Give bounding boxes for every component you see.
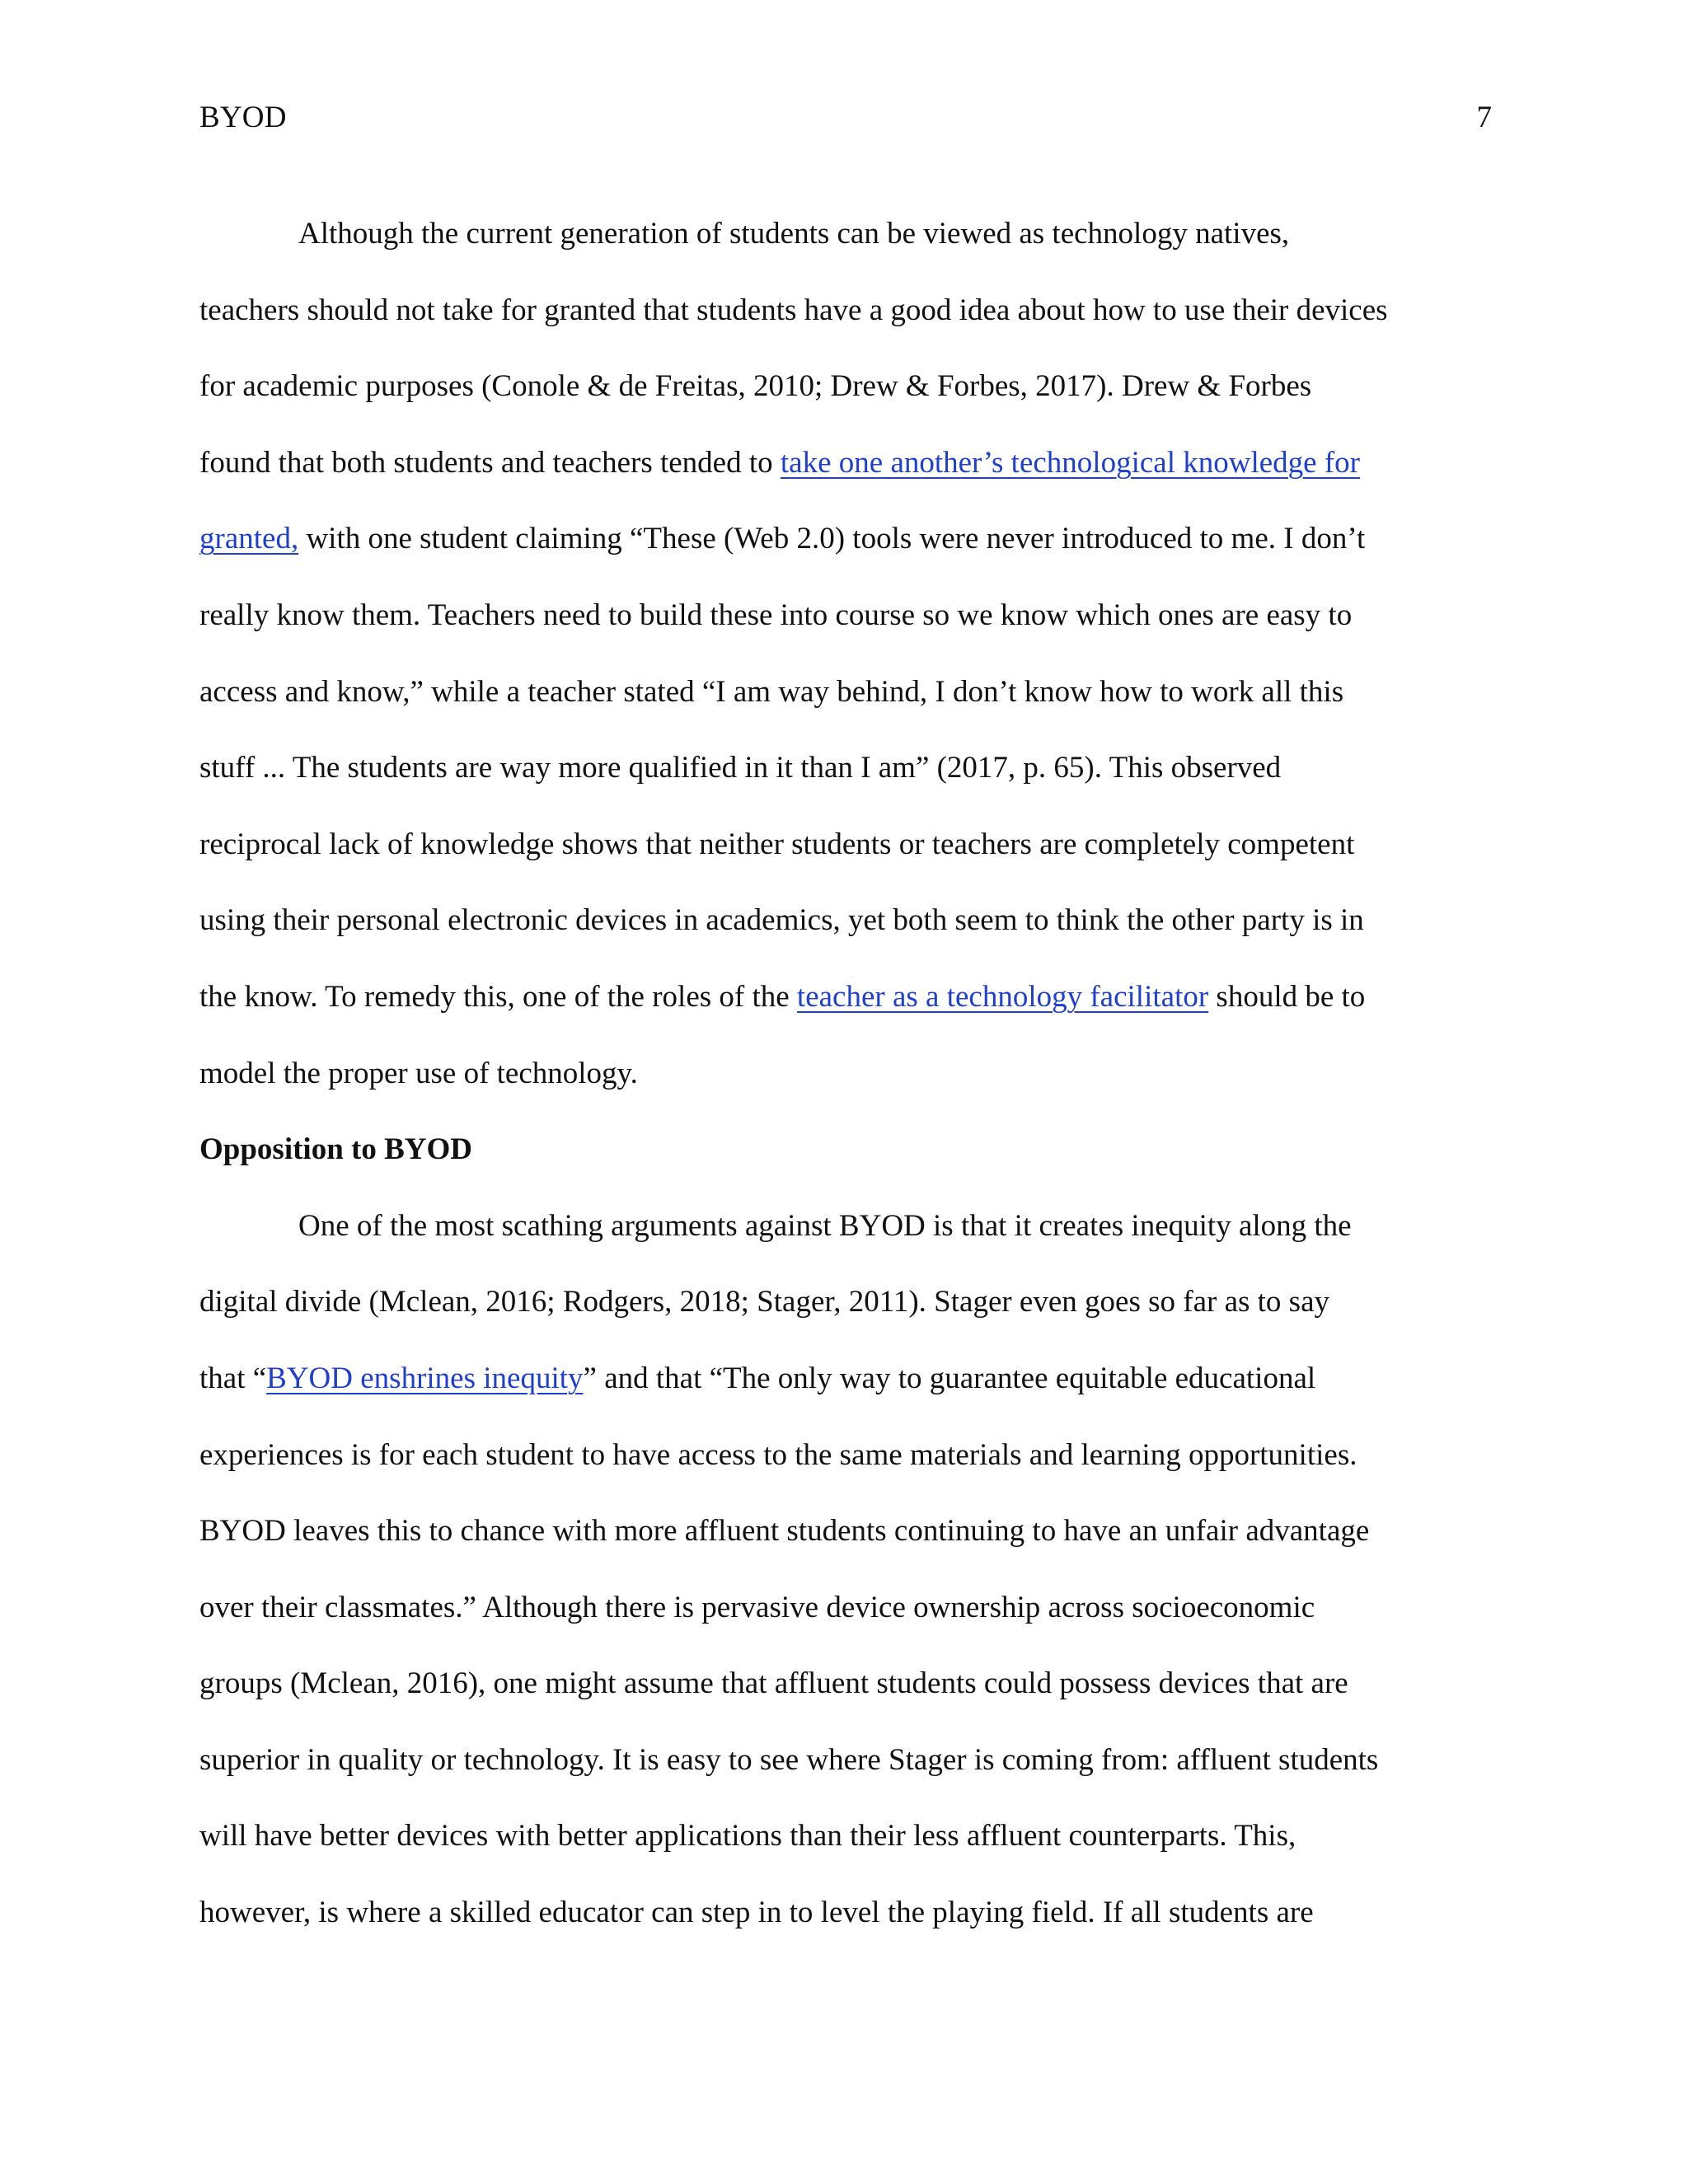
link-technological-knowledge[interactable]: take one another’s technological knowledge for <box>780 445 1360 480</box>
page-number: 7 <box>1476 101 1492 134</box>
paragraph-2-line-1: One of the most scathing arguments against BYOD is that it creates inequity along the <box>298 1208 1352 1243</box>
paragraph-1-line-8: stuff ... The students are way more qualified in it than I am” (2017, p. 65). This observed <box>199 751 1282 785</box>
body-text <box>199 196 1492 1952</box>
paragraph-2-line-3-text: that “ <box>199 1361 267 1395</box>
link-technological-knowledge-continued[interactable]: granted, <box>199 522 299 556</box>
paragraph-1-line-3: for academic purposes (Conole & de Freitas, 2010; Drew & Forbes, 2017). Drew & Forbes <box>199 369 1312 404</box>
paragraph-2-line-9: will have better devices with better applications than their less affluent counterparts. This, <box>199 1819 1296 1854</box>
paragraph-1-line-11 <box>199 959 1492 1036</box>
paragraph-1-line-4 <box>199 425 1492 502</box>
link-teacher-technology-facilitator[interactable]: teacher as a technology facilitator <box>796 979 1209 1014</box>
paragraph-1-line-1: Although the current generation of students can be viewed as technology natives, <box>298 217 1290 251</box>
paragraph-1-line-11-text-end: should be to <box>1208 979 1366 1014</box>
paragraph-1-line-12: model the proper use of technology. <box>199 1056 638 1090</box>
paragraph-1-line-4-text: found that both students and teachers tended to <box>199 445 781 480</box>
paragraph-2-line-4: experiences is for each student to have access to the same materials and learning opportunities. <box>199 1437 1357 1472</box>
paragraph-1-line-7: access and know,” while a teacher stated “I am way behind, I don’t know how to work all this <box>199 674 1344 709</box>
paragraph-1-line-9: reciprocal lack of knowledge shows that neither students or teachers are completely competent <box>199 827 1355 861</box>
link-byod-enshrines-inequity[interactable]: BYOD enshrines inequity <box>266 1361 584 1395</box>
paragraph-2-line-3-text-end: ” and that “The only way to guarantee equitable educational <box>583 1361 1316 1395</box>
paragraph-1-line-2: teachers should not take for granted that students have a good idea about how to use their devices <box>199 293 1388 327</box>
paragraph-2-line-7: groups (Mclean, 2016), one might assume that affluent students could possess devices that are <box>199 1666 1348 1701</box>
paragraph-1-line-11-text: the know. To remedy this, one of the roles of the <box>199 979 797 1014</box>
paragraph-1-line-5-text: with one student claiming “These (Web 2.0) tools were never introduced to me. I don’t <box>298 522 1366 556</box>
paragraph-1-line-6: really know them. Teachers need to build these into course so we know which ones are easy to <box>199 598 1353 632</box>
paragraph-2-line-3 <box>199 1341 1492 1418</box>
paragraph-2-line-8: superior in quality or technology. It is easy to see where Stager is coming from: affluent students <box>199 1742 1379 1777</box>
paragraph-1-line-5 <box>199 501 1492 578</box>
paragraph-1-line-10: using their personal electronic devices in academics, yet both seem to think the other party is in <box>199 903 1364 938</box>
running-head: BYOD <box>199 101 287 134</box>
paragraph-2-line-5: BYOD leaves this to chance with more affluent students continuing to have an unfair advantage <box>199 1514 1370 1549</box>
paragraph-2-line-10: however, is where a skilled educator can step in to level the playing field. If all students are <box>199 1896 1314 1930</box>
section-heading: Opposition to BYOD <box>199 1132 473 1167</box>
paragraph-2-line-2: digital divide (Mclean, 2016; Rodgers, 2018; Stager, 2011). Stager even goes so far as to say <box>199 1285 1329 1319</box>
paragraph-2-line-6: over their classmates.” Although there is pervasive device ownership across socioeconomic <box>199 1590 1315 1624</box>
